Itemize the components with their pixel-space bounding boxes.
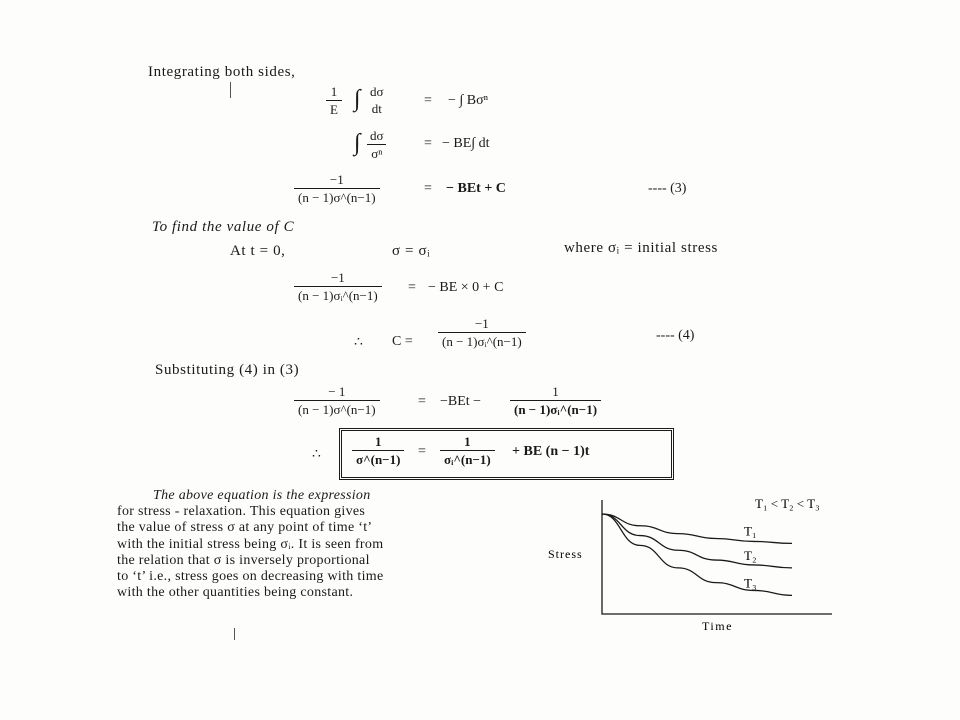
eq3-equals: = bbox=[424, 181, 432, 196]
eq7-rhs-fraction bbox=[440, 434, 495, 467]
eq2-lhs-fraction bbox=[366, 128, 388, 161]
eq6-lhs-fraction bbox=[294, 384, 380, 417]
chart-plot-area bbox=[602, 500, 832, 614]
eq3-lhs-num: −1 bbox=[329, 172, 344, 187]
chart-series-label: T₃ bbox=[744, 575, 757, 591]
eq1-lhs-fraction bbox=[366, 84, 388, 116]
heading-integrating: Integrating both sides, bbox=[148, 64, 296, 80]
paragraph-line: the relation that σ is inversely proportional bbox=[117, 552, 370, 568]
eq2-integral: ∫ bbox=[354, 130, 361, 156]
eq6-equals: = bbox=[418, 394, 426, 409]
eq4-equals: = bbox=[408, 280, 416, 295]
eq1-coef-den: E bbox=[326, 100, 342, 117]
eq5-therefore: ∴ bbox=[354, 335, 363, 350]
eq2-lhs-num: dσ bbox=[370, 128, 384, 143]
scan-mark bbox=[234, 628, 235, 640]
eq1-rhs: − ∫ Bσⁿ bbox=[448, 93, 489, 108]
paragraph-line: with the initial stress being σᵢ. It is seen from bbox=[117, 536, 384, 552]
heading-find-c: To find the value of C bbox=[152, 219, 295, 235]
eq1-lhs-den: dt bbox=[371, 101, 382, 116]
eq7-equals: = bbox=[418, 444, 426, 459]
eq5-lhs: C = bbox=[392, 334, 413, 349]
paragraph-line: for stress - relaxation. This equation gives bbox=[117, 504, 366, 520]
eq3-lhs-fraction bbox=[294, 172, 380, 205]
eq6-lhs-den: (n − 1)σ^(n−1) bbox=[294, 400, 380, 417]
chart-y-axis-label: Stress bbox=[548, 547, 583, 561]
eq3-tag: ---- (3) bbox=[648, 181, 687, 196]
chart-x-axis-label: Time bbox=[702, 619, 733, 633]
paragraph-line: with the other quantities being constant. bbox=[117, 585, 354, 601]
eq2-lhs-den: σⁿ bbox=[367, 144, 386, 161]
eq6-rhs-den: (n − 1)σᵢ^(n−1) bbox=[510, 400, 601, 417]
eq4-lhs-fraction bbox=[294, 270, 382, 303]
eq4-rhs: − BE × 0 + C bbox=[428, 280, 504, 295]
chart-series-label: T₂ bbox=[744, 547, 757, 563]
eq2-equals: = bbox=[424, 136, 432, 151]
eq1-lhs-num: dσ bbox=[370, 84, 384, 99]
eq2-rhs: − BE∫ dt bbox=[442, 136, 490, 151]
eq7-rhs-den: σᵢ^(n−1) bbox=[440, 450, 495, 467]
eq7-lhs-den: σ^(n−1) bbox=[352, 450, 404, 467]
at-t0-condition: σ = σᵢ bbox=[392, 243, 431, 259]
eq7-lhs-num: 1 bbox=[374, 434, 382, 449]
eq1-coef-num: 1 bbox=[330, 84, 338, 99]
eq3-lhs-den: (n − 1)σ^(n−1) bbox=[294, 188, 380, 205]
eq6-rhs-a: −BEt − bbox=[440, 394, 482, 409]
chart-legend: T₁ < T₂ < T₃ bbox=[755, 496, 820, 511]
eq5-rhs-fraction bbox=[438, 316, 526, 349]
eq4-lhs-den: (n − 1)σᵢ^(n−1) bbox=[294, 286, 382, 303]
eq1-integral: ∫ bbox=[354, 86, 361, 112]
at-t0-label: At t = 0, bbox=[230, 243, 286, 259]
scan-mark bbox=[230, 82, 231, 98]
eq4-lhs-num: −1 bbox=[330, 270, 345, 285]
at-t0-where: where σᵢ = initial stress bbox=[564, 240, 718, 256]
explanation-paragraph bbox=[117, 488, 487, 601]
stress-relaxation-chart bbox=[540, 486, 870, 636]
heading-substituting: Substituting (4) in (3) bbox=[155, 362, 300, 378]
paragraph-line: to ‘t’ i.e., stress goes on decreasing with time bbox=[117, 569, 384, 585]
eq7-lhs-fraction bbox=[352, 434, 404, 467]
paragraph-line: the value of stress σ at any point of time ‘t’ bbox=[117, 520, 373, 536]
eq7-rhs-tail: + BE (n − 1)t bbox=[512, 444, 590, 459]
eq6-rhs-fraction bbox=[510, 384, 601, 417]
eq1-coefficient bbox=[326, 84, 342, 117]
paragraph-line: The above equation is the expression bbox=[153, 488, 371, 503]
eq5-tag: ---- (4) bbox=[656, 328, 695, 343]
eq6-lhs-num: − 1 bbox=[328, 384, 346, 399]
chart-series-label: T₁ bbox=[744, 523, 757, 539]
eq5-rhs-den: (n − 1)σᵢ^(n−1) bbox=[438, 332, 526, 349]
eq7-rhs-num: 1 bbox=[464, 434, 471, 449]
chart-axes bbox=[602, 500, 832, 614]
eq1-equals: = bbox=[424, 93, 432, 108]
eq5-rhs-num: −1 bbox=[474, 316, 489, 331]
chart-series-line-1 bbox=[602, 514, 792, 543]
eq3-rhs: − BEt + C bbox=[446, 181, 506, 196]
eq6-rhs-num: 1 bbox=[552, 384, 559, 399]
chart-series-line-2 bbox=[602, 514, 792, 568]
eq7-therefore: ∴ bbox=[312, 447, 321, 462]
